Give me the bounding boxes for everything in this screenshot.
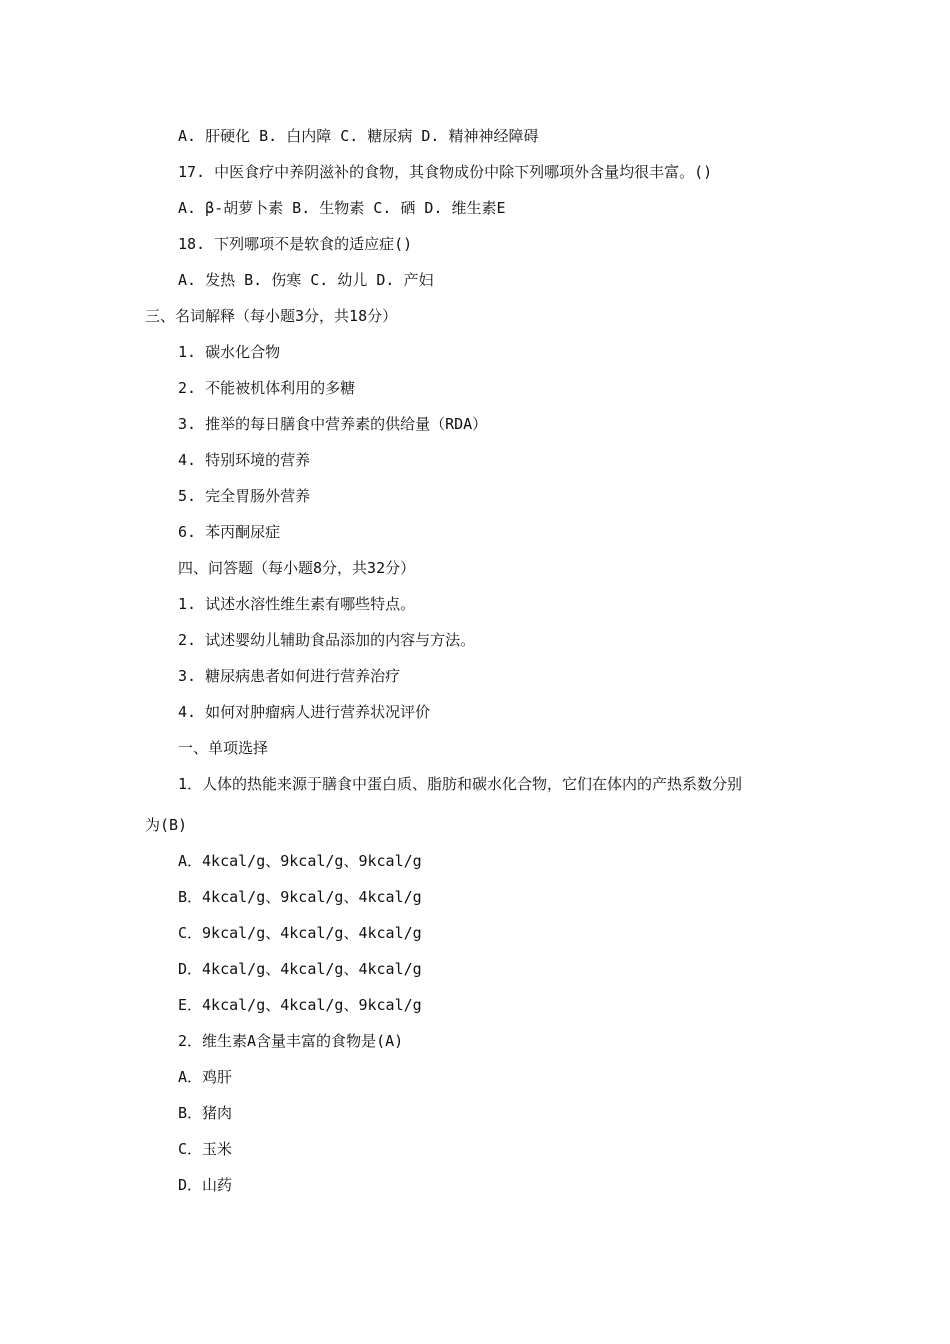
mc2-option-a: A．鸡肝 [178, 1068, 233, 1086]
section-4-heading: 四、问答题（每小题8分，共32分） [178, 559, 416, 577]
mc2-question: 2．维生素A含量丰富的食物是(A) [178, 1032, 404, 1050]
q17-options: A. β-胡萝卜素 B. 生物素 C. 硒 D. 维生素E [178, 199, 506, 217]
term-6: 6. 苯丙酮尿症 [178, 523, 281, 541]
essay-4: 4. 如何对肿瘤病人进行营养状况评价 [178, 703, 431, 721]
mc2-option-c: C．玉米 [178, 1140, 233, 1158]
term-1: 1. 碳水化合物 [178, 343, 281, 361]
mc1-question-cont: 为(B) [145, 816, 188, 834]
mc2-option-d: D．山药 [178, 1176, 233, 1194]
section-3-heading: 三、名词解释（每小题3分，共18分） [145, 307, 398, 325]
mc1-option-e: E．4kcal/g、4kcal/g、9kcal/g [178, 996, 422, 1014]
essay-3: 3. 糖尿病患者如何进行营养治疗 [178, 667, 401, 685]
q16-options: A. 肝硬化 B. 白内障 C. 糖尿病 D. 精神神经障碍 [178, 127, 539, 145]
section-1-heading: 一、单项选择 [178, 739, 269, 757]
term-3: 3. 推举的每日膳食中营养素的供给量（RDA） [178, 415, 488, 433]
q17-question: 17. 中医食疗中养阴滋补的食物，其食物成份中除下列哪项外含量均很丰富。() [178, 163, 713, 181]
essay-2: 2. 试述婴幼儿辅助食品添加的内容与方法。 [178, 631, 476, 649]
term-2: 2. 不能被机体利用的多糖 [178, 379, 356, 397]
essay-1: 1. 试述水溶性维生素有哪些特点。 [178, 595, 416, 613]
term-4: 4. 特别环境的营养 [178, 451, 311, 469]
q18-question: 18. 下列哪项不是软食的适应症() [178, 235, 413, 253]
mc2-option-b: B．猪肉 [178, 1104, 233, 1122]
mc1-question: 1．人体的热能来源于膳食中蛋白质、脂肪和碳水化合物，它们在体内的产热系数分别 [178, 775, 743, 793]
q18-options: A. 发热 B. 伤寒 C. 幼儿 D. 产妇 [178, 271, 434, 289]
term-5: 5. 完全胃肠外营养 [178, 487, 311, 505]
mc1-option-c: C．9kcal/g、4kcal/g、4kcal/g [178, 924, 422, 942]
mc1-option-a: A．4kcal/g、9kcal/g、9kcal/g [178, 852, 422, 870]
mc1-option-d: D．4kcal/g、4kcal/g、4kcal/g [178, 960, 422, 978]
mc1-option-b: B．4kcal/g、9kcal/g、4kcal/g [178, 888, 422, 906]
